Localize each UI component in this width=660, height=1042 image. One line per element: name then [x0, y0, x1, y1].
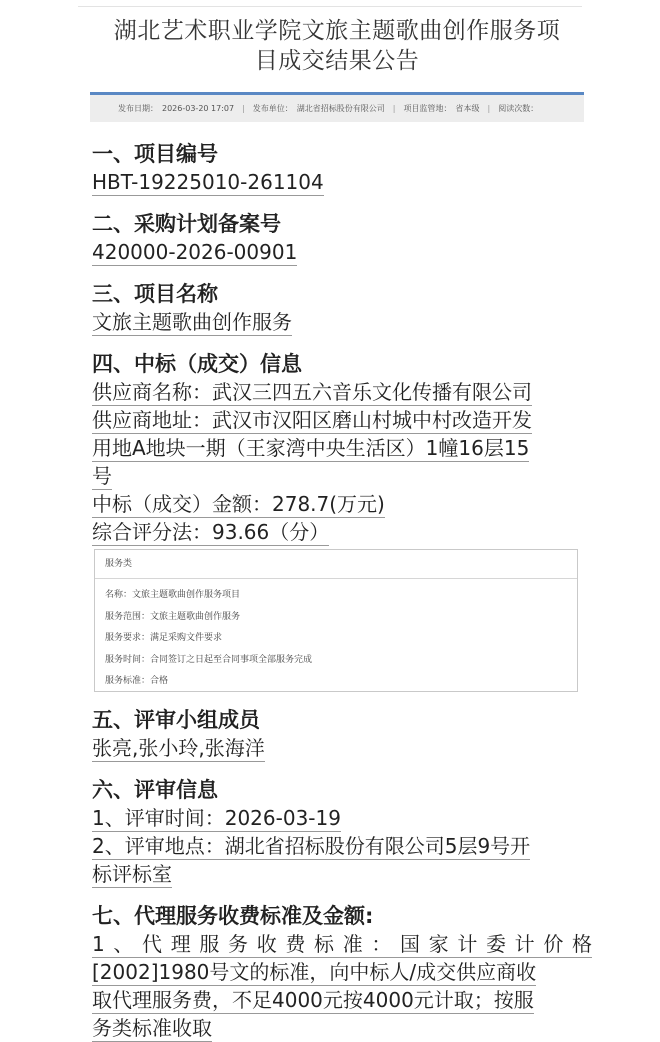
- section-heading: 二、采购计划备案号: [92, 212, 281, 236]
- meta-separator: |: [392, 104, 396, 113]
- section-review-info: [92, 776, 592, 888]
- page-title: [90, 16, 584, 76]
- supervision: 省本级: [455, 104, 480, 113]
- fee-line-2: [2002]1980号文的标准，向中标人/成交供应商收: [92, 960, 537, 984]
- project-number: HBT-19225010-261104: [92, 170, 324, 194]
- section-heading: 六、评审信息: [92, 778, 218, 802]
- top-divider: [78, 6, 582, 7]
- service-box-header: 服务类: [95, 550, 577, 579]
- page-title-line-1: 湖北艺术职业学院文旅主题歌曲创作服务项: [113, 18, 561, 44]
- award-amount: 中标（成交）金额：278.7(万元): [92, 492, 385, 516]
- announcement-body: [92, 140, 592, 1042]
- section-project-number: [92, 140, 592, 196]
- section-heading: 一、项目编号: [92, 142, 218, 166]
- review-panel-members: 张亮,张小玲,张海洋: [92, 736, 265, 760]
- section-project-name: [92, 280, 592, 336]
- publisher: 湖北省招标股份有限公司: [296, 104, 385, 113]
- section-heading: 七、代理服务收费标准及金额:: [92, 904, 374, 928]
- meta-bar: [90, 92, 584, 122]
- supervision-label: 项目监管地：: [403, 104, 452, 113]
- supplier-address-line-3: 号: [92, 464, 112, 488]
- supplier-address-line-2: 用地A地块一期（王家湾中央生活区）1幢16层15: [92, 436, 530, 460]
- publish-date-label: 发布日期：: [118, 104, 158, 113]
- supplier-address-line-1: 供应商地址：武汉市汉阳区磨山村城中村改造开发: [92, 408, 532, 432]
- plan-number: 420000-2026-00901: [92, 240, 298, 264]
- fee-line-3: 取代理服务费，不足4000元按4000元计取；按服: [92, 988, 534, 1012]
- service-row-name: 名称：文旅主题歌曲创作服务项目: [105, 590, 241, 600]
- meta-separator: |: [242, 104, 245, 113]
- supplier-name: 供应商名称：武汉三四五六音乐文化传播有限公司: [92, 380, 532, 404]
- section-heading: 四、中标（成交）信息: [92, 352, 302, 376]
- section-award-info: [92, 350, 592, 692]
- publisher-label: 发布单位：: [252, 104, 293, 113]
- service-row-time: 服务时间：合同签订之日起至合同事项全部服务完成: [105, 654, 313, 665]
- section-plan-number: [92, 210, 592, 266]
- section-review-panel: [92, 706, 592, 762]
- service-info-box: [94, 549, 578, 692]
- fee-line-1: 1、代理服务收费标准：国家计委计价格: [92, 932, 592, 956]
- review-place-line-1: 2、评审地点：湖北省招标股份有限公司5层9号开: [92, 834, 531, 858]
- fee-line-4: 务类标准收取: [92, 1016, 212, 1040]
- page-title-line-2: 目成交结果公告: [254, 48, 420, 74]
- service-row-scope: 服务范围：文旅主题歌曲创作服务: [105, 611, 241, 622]
- views-label: 阅读次数：: [498, 104, 539, 113]
- section-agency-fee: [92, 902, 592, 1042]
- review-time: 1、评审时间：2026-03-19: [92, 806, 341, 830]
- meta-separator: |: [487, 104, 491, 113]
- service-row-requirement: 服务要求：满足采购文件要求: [105, 633, 223, 643]
- review-place-line-2: 标评标室: [92, 862, 172, 886]
- section-heading: 五、评审小组成员: [92, 708, 260, 732]
- publish-date: 2026-03-20 17:07: [162, 104, 235, 113]
- service-row-standard: 服务标准：合格: [105, 676, 169, 686]
- project-name: 文旅主题歌曲创作服务: [92, 310, 292, 334]
- section-heading: 三、项目名称: [92, 282, 218, 306]
- evaluation-score: 综合评分法：93.66（分）: [92, 520, 330, 544]
